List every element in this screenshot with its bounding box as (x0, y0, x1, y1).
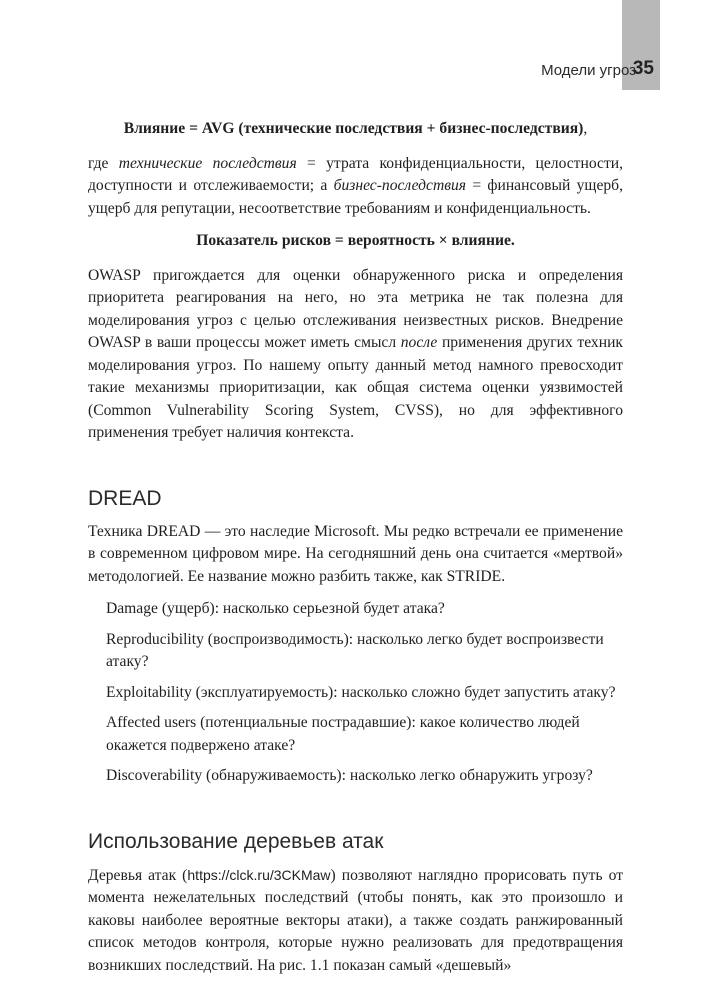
section-heading-attack-trees: Использование деревьев атак (88, 829, 384, 853)
list-item: Reproducibility (воспроизводимость): насколько легко будет воспроизвести атаку? (106, 630, 604, 670)
page-body (88, 112, 623, 987)
paragraph-owasp: OWASP пригождается для оценки обнаруженного риска и определения приоритета реагирования на него, но эта метрика не так полезна для моделирования угроз с целью отслеживания неизвестных рисков. Внедрение OWASP в ваши процессы может иметь смысл после применения других техник моделирования угроз. По нашему опыту данный метод намного превосходит такие механизмы приоритизации, как общая система оценки уязвимостей (Common Vulnerability Scoring System, CVSS), но для эффективного применения требует наличия контекста. (88, 266, 623, 441)
list-item: Damage (ущерб): насколько серьезной будет атака? (106, 600, 445, 617)
section-heading-dread: DREAD (88, 486, 162, 510)
impact-formula: Влияние = AVG (технические последствия + бизнес-последствия), (123, 120, 588, 137)
list-item: Exploitability (эксплуатируемость): насколько сложно будет запустить атаку? (106, 683, 616, 701)
list-item: Discoverability (обнаруживаемость): насколько легко обнаружить угрозу? (106, 767, 593, 784)
paragraph-where: где технические последствия = утрата конфиденциальности, целостности, доступности и отслеживаемости; а бизнес-последствия = финансовый ущерб, ущерб для репутации, несоответствие требованиям и конфиденциальность. (88, 154, 623, 217)
list-item: Affected users (потенциальные пострадавшие): какое количество людей окажется подвержено атаке? (106, 714, 580, 754)
attack-trees-link[interactable]: https://clck.ru/3CKMaw (187, 866, 331, 883)
dread-list (88, 598, 623, 788)
page-number: 35 (632, 58, 654, 79)
paragraph-attack-trees: Деревья атак (https://clck.ru/3CKMaw) позволяют наглядно прорисовать путь от момента нежелательных последствий (чтобы понять, как это произошло и каковы наиболее вероятные векторы атаки), а также создать ранжированный список методов контроля, которые нужно реализовать для предотвращения возникших последствий. На рис. 1.1 показан самый «дешевый» (88, 866, 624, 974)
chapter-title: Модели угроз (541, 62, 636, 79)
paragraph-dread-intro: Техника DREAD — это наследие Microsoft. Мы редко встречали ее применение в современном цифровом мире. На сегодняшний день она считается «мертвой» методологией. Ее название можно разбить также, как STRIDE. (88, 522, 623, 585)
risk-formula: Показатель рисков = вероятность × влияние. (196, 232, 515, 249)
